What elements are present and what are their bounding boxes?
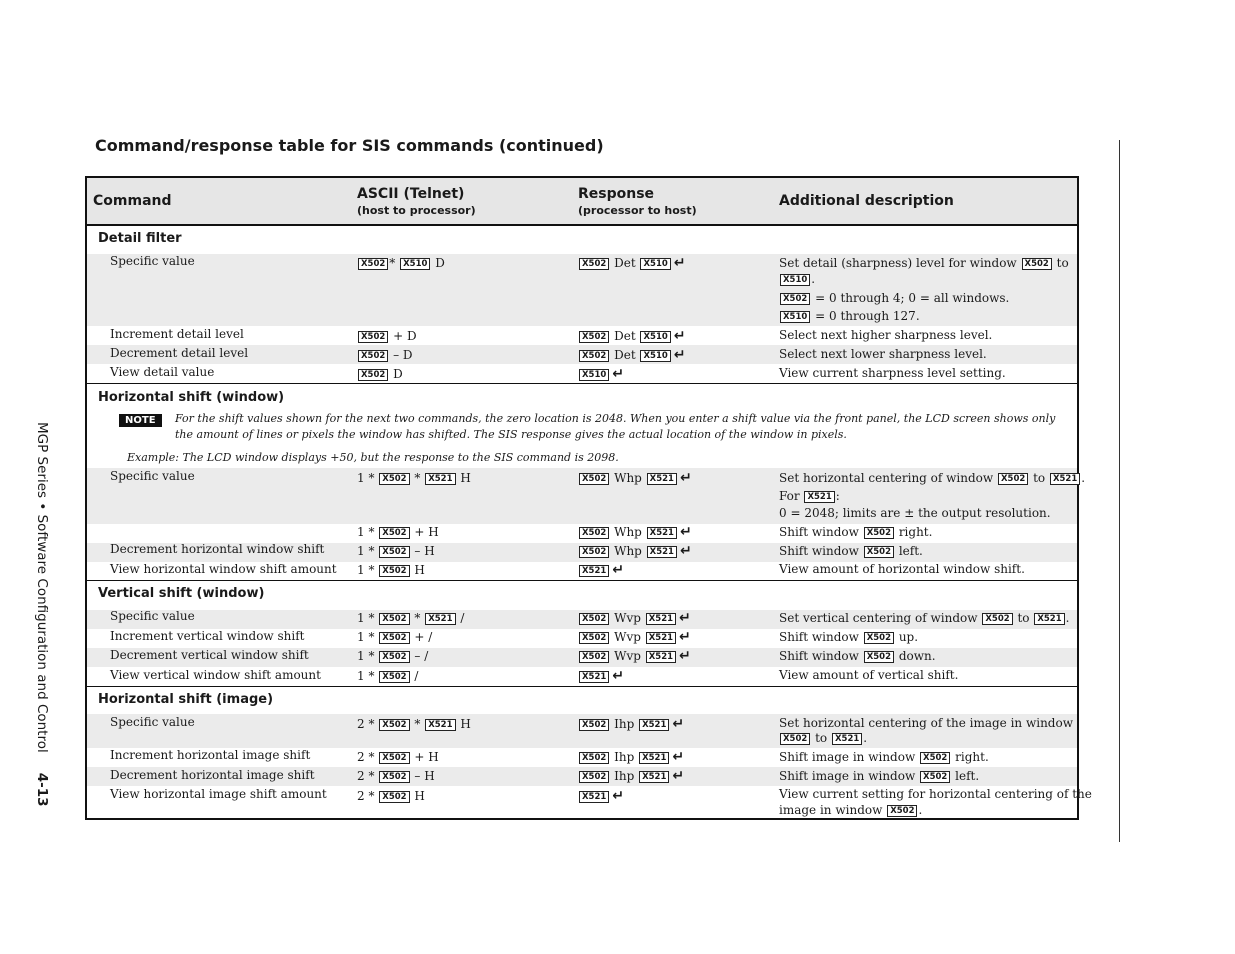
ascii-hwin-decrement: 1 * X502 – H [357, 544, 435, 558]
ascii-himg-specific: 2 * X502 * X521 H [357, 717, 471, 731]
enter-icon: ↵ [612, 668, 625, 684]
enter-icon: ↵ [679, 629, 691, 645]
header-response: Response [578, 186, 655, 202]
resp-hwin-decrement: X502 Whp X521 ↵ [578, 544, 692, 558]
margin-rule [1119, 140, 1120, 842]
header-ascii: ASCII (Telnet) [357, 186, 465, 202]
ascii-detail-decrement: X502 – D [357, 348, 413, 362]
enter-icon: ↵ [679, 648, 691, 664]
desc-detail-specific-l2: X502 = 0 through 4; 0 = all windows. [779, 291, 1009, 305]
resp-detail-decrement: X502 Det X510 ↵ [578, 348, 686, 362]
enter-icon: ↵ [673, 347, 686, 363]
ascii-detail-increment: X502 + D [357, 329, 417, 343]
desc-detail-specific-l3: X510 = 0 through 127. [779, 309, 920, 323]
desc-hwin-specific: Set horizontal centering of window X502 to X521 . [779, 471, 1086, 485]
cmd-detail-view: View detail value [110, 365, 215, 379]
desc-vwin-increment: Shift window X502 up. [779, 630, 919, 644]
cmd-hwin-specific: Specific value [110, 469, 195, 483]
cmd-himg-view: View horizontal image shift amount [110, 787, 327, 801]
desc-detail-decrement: Select next lower sharpness level. [779, 347, 987, 361]
side-label-text: MGP Series • Software Configuration and Control [34, 422, 50, 753]
header-command: Command [93, 193, 172, 209]
ascii-himg-view: 2 * X502 H [357, 789, 425, 803]
resp-vwin-view: X521 ↵ [578, 669, 624, 683]
enter-icon: ↵ [673, 255, 686, 271]
note-badge: NOTE [119, 414, 162, 427]
section-title-detail-filter: Detail filter [98, 231, 182, 246]
desc-hwin-specific-l3: 0 = 2048; limits are ± the output resolution. [779, 506, 1051, 520]
ascii-hwin-increment: 1 * X502 + H [357, 525, 439, 539]
enter-icon: ↵ [612, 788, 625, 804]
desc-himg-decrement: Shift image in window X502 left. [779, 769, 980, 783]
ascii-vwin-view: 1 * X502 / [357, 669, 419, 683]
desc-hwin-decrement: Shift window X502 left. [779, 544, 923, 558]
cmd-detail-decrement: Decrement detail level [110, 346, 249, 360]
enter-icon: ↵ [679, 470, 692, 486]
ascii-vwin-increment: 1 * X502 + / [357, 630, 433, 644]
resp-himg-increment: X502 Ihp X521 ↵ [578, 750, 684, 764]
desc-himg-view-l2: image in window X502 . [779, 803, 923, 817]
enter-icon: ↵ [679, 610, 691, 626]
desc-detail-view: View current sharpness level setting. [779, 366, 1006, 380]
desc-vwin-specific: Set vertical centering of window X502 to X521 . [779, 611, 1070, 625]
enter-icon: ↵ [612, 562, 625, 578]
ascii-hwin-view: 1 * X502 H [357, 563, 425, 577]
enter-icon: ↵ [612, 366, 625, 382]
resp-hwin-increment: X502 Whp X521 ↵ [578, 525, 692, 539]
enter-icon: ↵ [672, 716, 685, 732]
note-text: For the shift values shown for the next two commands, the zero location is 2048. When you enter a shift value via the front panel, the LCD screen shows only the amount of lines or pixels the window has shifted. The SIS response gives the actual location of the window in pixels. [175, 412, 1056, 441]
cmd-hwin-view: View horizontal window shift amount [110, 562, 337, 576]
header-ascii-sub: (host to processor) [357, 204, 476, 217]
cmd-vwin-decrement: Decrement vertical window shift [110, 648, 309, 662]
note-example: Example: The LCD window displays +50, but the response to the SIS command is 2098. [127, 451, 619, 464]
sis-command-table [85, 176, 1092, 820]
cmd-himg-decrement: Decrement horizontal image shift [110, 768, 315, 782]
desc-hwin-specific-l2: For X521 : [779, 489, 840, 503]
cmd-himg-increment: Increment horizontal image shift [110, 748, 311, 762]
table-header [87, 178, 1077, 226]
ascii-detail-view: X502 D [357, 367, 403, 381]
desc-hwin-view: View amount of horizontal window shift. [779, 562, 1025, 576]
desc-detail-specific: Set detail (sharpness) level for window X502 to [779, 256, 1069, 270]
enter-icon: ↵ [679, 543, 692, 559]
desc-himg-increment: Shift image in window X502 right. [779, 750, 989, 764]
cmd-vwin-view: View vertical window shift amount [110, 668, 321, 682]
ascii-vwin-specific: 1 * X502 * X521 / [357, 611, 465, 625]
resp-hwin-specific: X502 Whp X521 ↵ [578, 471, 692, 485]
enter-icon: ↵ [679, 524, 692, 540]
desc-himg-specific: Set horizontal centering of the image in window [779, 716, 1073, 730]
ascii-himg-decrement: 2 * X502 – H [357, 769, 435, 783]
header-response-sub: (processor to host) [578, 204, 697, 217]
ascii-hwin-specific: 1 * X502 * X521 H [357, 471, 471, 485]
section-divider [87, 686, 1077, 687]
cmd-vwin-specific: Specific value [110, 609, 195, 623]
page-title: Command/response table for SIS commands (continued) [95, 136, 604, 155]
section-divider [87, 580, 1077, 581]
resp-vwin-increment: X502 Wvp X521 ↵ [578, 630, 691, 644]
section-title-horizontal-shift-window: Horizontal shift (window) [98, 390, 285, 405]
resp-himg-view: X521 ↵ [578, 789, 624, 803]
resp-detail-increment: X502 Det X510 ↵ [578, 329, 686, 343]
cmd-detail-specific: Specific value [110, 254, 195, 268]
desc-hwin-increment: Shift window X502 right. [779, 525, 933, 539]
resp-vwin-decrement: X502 Wvp X521 ↵ [578, 649, 691, 663]
section-title-vertical-shift-window: Vertical shift (window) [98, 586, 265, 601]
header-description: Additional description [779, 193, 954, 209]
page-number: 4-13 [34, 772, 50, 807]
desc-detail-specific-l1b: X510 . [779, 272, 815, 286]
resp-hwin-view: X521 ↵ [578, 563, 624, 577]
enter-icon: ↵ [672, 768, 685, 784]
resp-himg-decrement: X502 Ihp X521 ↵ [578, 769, 684, 783]
resp-detail-view: X510 ↵ [578, 367, 624, 381]
ascii-vwin-decrement: 1 * X502 – / [357, 649, 429, 663]
desc-detail-increment: Select next higher sharpness level. [779, 328, 993, 342]
desc-himg-view: View current setting for horizontal centering of the [779, 787, 1092, 801]
cmd-hwin-decrement: Decrement horizontal window shift [110, 542, 325, 556]
desc-vwin-decrement: Shift window X502 down. [779, 649, 936, 663]
enter-icon: ↵ [673, 328, 686, 344]
section-divider [87, 383, 1077, 384]
cmd-detail-increment: Increment detail level [110, 327, 244, 341]
ascii-himg-increment: 2 * X502 + H [357, 750, 439, 764]
section-title-horizontal-shift-image: Horizontal shift (image) [98, 692, 274, 707]
resp-himg-specific: X502 Ihp X521 ↵ [578, 717, 684, 731]
enter-icon: ↵ [672, 749, 685, 765]
resp-vwin-specific: X502 Wvp X521 ↵ [578, 611, 691, 625]
ascii-detail-specific: X502 * X510 D [357, 256, 445, 270]
cmd-himg-specific: Specific value [110, 715, 195, 729]
resp-detail-specific: X502 Det X510 ↵ [578, 256, 686, 270]
desc-himg-specific-l2: X502 to X521 . [779, 731, 867, 745]
desc-vwin-view: View amount of vertical shift. [779, 668, 959, 682]
cmd-vwin-increment: Increment vertical window shift [110, 629, 305, 643]
